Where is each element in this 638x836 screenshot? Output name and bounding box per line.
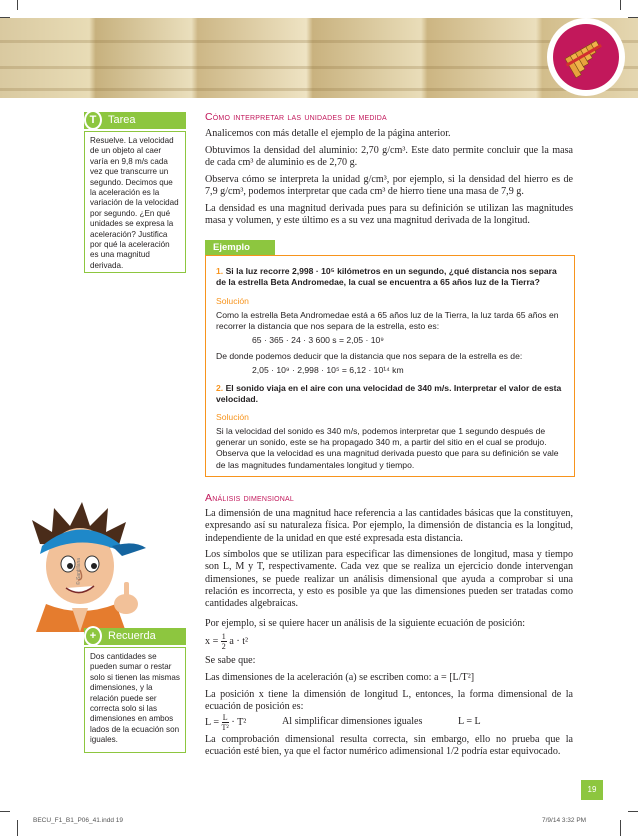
ejemplo-tab: Ejemplo: [205, 240, 275, 255]
paragraph: Analicemos con más detalle el ejemplo de la página anterior.: [205, 128, 451, 139]
recuerda-text: Dos cantidades se pueden sumar o restar solo si tienen las mismas dimensiones, y la relación puede ser correcta solo si las dimensiones en ambos lados de la ecuación son iguales.: [90, 652, 180, 745]
question-text: Si la luz recorre 2,998 · 10⁵ kilómetros en un segundo, ¿qué distancia nos separa de la estrella Beta Andromedae, la cual se encuentra a 65 años luz de la Tierra?: [216, 266, 557, 288]
pan-flute-icon: [553, 24, 619, 90]
boy-character-illustration: [22, 500, 150, 632]
header-banner: [0, 18, 638, 98]
tarea-letter-icon: T: [84, 110, 102, 130]
paragraph: Obtuvimos la densidad del aluminio: 2,70 g/cm³. Este dato permite concluir que la masa de cada cm³ de aluminio es de 2,70 g.: [205, 145, 573, 169]
paragraph: La comprobación dimensional resulta correcta, sin embargo, ello no prueba que la ecuación esté bien, ya que el factor numérico adimensional 1/2 podría estar equivocado.: [205, 734, 573, 758]
footer-date: 7/9/14 3:32 PM: [542, 817, 587, 824]
chapter-badge: [549, 20, 623, 94]
section-title-dimensional: Análisis dimensional: [205, 492, 294, 504]
tarea-title: Tarea: [108, 114, 136, 126]
paragraph: Los símbolos que se utilizan para especificar las dimensiones de longitud, masa y tiempo son L, M y T, respectivamente. Cada vez que se realiza un ejercicio donde intervengan dimensiones, se puede realizar un análisis dimensional que ayuda a comprobar si una relación es incorrecta, y esto es posible ya que las dimensiones pueden ser tratadas como cantidades algebraicas.: [205, 549, 573, 610]
recuerda-header: [84, 628, 186, 645]
solution-label: Solución: [216, 412, 249, 422]
solution-label: Solución: [216, 296, 249, 306]
question-text: El sonido viaja en el aire con una velocidad de 340 m/s. Interpretar el valor de esta velocidad.: [216, 383, 562, 405]
equation: 2,05 · 10⁹ · 2,998 · 10⁵ = 6,12 · 10¹⁴ km: [252, 365, 404, 375]
image-credit: © Santillana: [76, 557, 82, 585]
paragraph: La posición x tiene la dimensión de longitud L, entonces, la forma dimensional de la ecuación de posición es:: [205, 689, 573, 713]
paragraph: La densidad es una magnitud derivada pues para su definición se utilizan las magnitudes masa y volumen, y este último es a su vez una magnitud derivada de la longitud.: [205, 203, 573, 227]
recuerda-title: Recuerda: [108, 630, 156, 642]
tarea-header: [84, 112, 186, 129]
paragraph: La dimensión de una magnitud hace referencia a las cantidades básicas que la constituyen, expresando así su naturaleza física. Por ejemplo, la dimensión de distancia es la longitud, independiente de la unidad en que esté expresada esta distancia.: [205, 508, 573, 544]
tarea-text: Resuelve. La velocidad de un objeto al caer varía en 9,8 m/s cada vez que transcurre un segundo. Decimos que la aceleración es la variación de la velocidad por segundo. ¿En qué unidades se expresa la aceleración? Justifica por qué la aceleración es una magnitud derivada.: [90, 136, 179, 270]
example-question-1: [216, 266, 568, 288]
equation-dimensional: L = $\frac{L}{\text{T²}}$ · T²: [205, 713, 247, 732]
crop-mark: [620, 820, 621, 836]
equation: 65 · 365 · 24 · 3 600 s = 2,05 · 10⁹: [252, 335, 384, 345]
question-number: 1.: [216, 266, 224, 276]
paragraph: Observa cómo se interpreta la unidad g/cm³, por ejemplo, si la densidad del hierro es de 7,9 g/cm³, podemos interpretar que cada cm³ de hierro tiene una masa de 7,9 g.: [205, 174, 573, 198]
crop-mark: [17, 820, 18, 836]
solution-text: Como la estrella Beta Andromedae está a 65 años luz de la Tierra, la luz tarda 65 años en recorrer la distancia que nos separa de la estrella, esto es:: [216, 310, 559, 332]
example-question-2: [216, 383, 568, 405]
footer-file: BECU_F1_B1_P06_41.indd 19: [33, 817, 123, 824]
paragraph: Se sabe que:: [205, 655, 256, 666]
crop-mark: [628, 811, 638, 812]
plus-icon: +: [84, 626, 102, 646]
question-number: 2.: [216, 383, 224, 393]
solution-text: Si la velocidad del sonido es 340 m/s, podemos interpretar que 1 segundo después de generar un sonido, este se ha propagado 340 m, a partir del sitio en el cual se produjo. Observa que la velocidad es una magnitud derivada puesto que para su definición se vale de las magnitudes fundamentales longitud y tiempo.: [216, 426, 559, 470]
equation-position: x = $\frac{1}{2}$ a · t²: [205, 632, 249, 651]
section-title-units: Cómo interpretar las unidades de medida: [205, 111, 387, 123]
simplify-note: Al simplificar dimensiones iguales: [282, 716, 423, 727]
paragraph: Las dimensiones de la aceleración (a) se escriben como: a = [L/T²]: [205, 672, 475, 683]
crop-mark: [0, 811, 10, 812]
crop-mark: [620, 0, 621, 10]
tarea-box: [84, 131, 186, 273]
recuerda-box: [84, 647, 186, 753]
paragraph: Por ejemplo, si se quiere hacer un análisis de la siguiente ecuación de posición:: [205, 618, 526, 629]
equation-result: L = L: [458, 716, 481, 727]
page-number: 19: [581, 780, 603, 800]
solution-text: De donde podemos deducir que la distancia que nos separa de la estrella es de:: [216, 351, 523, 361]
crop-mark: [17, 0, 18, 10]
